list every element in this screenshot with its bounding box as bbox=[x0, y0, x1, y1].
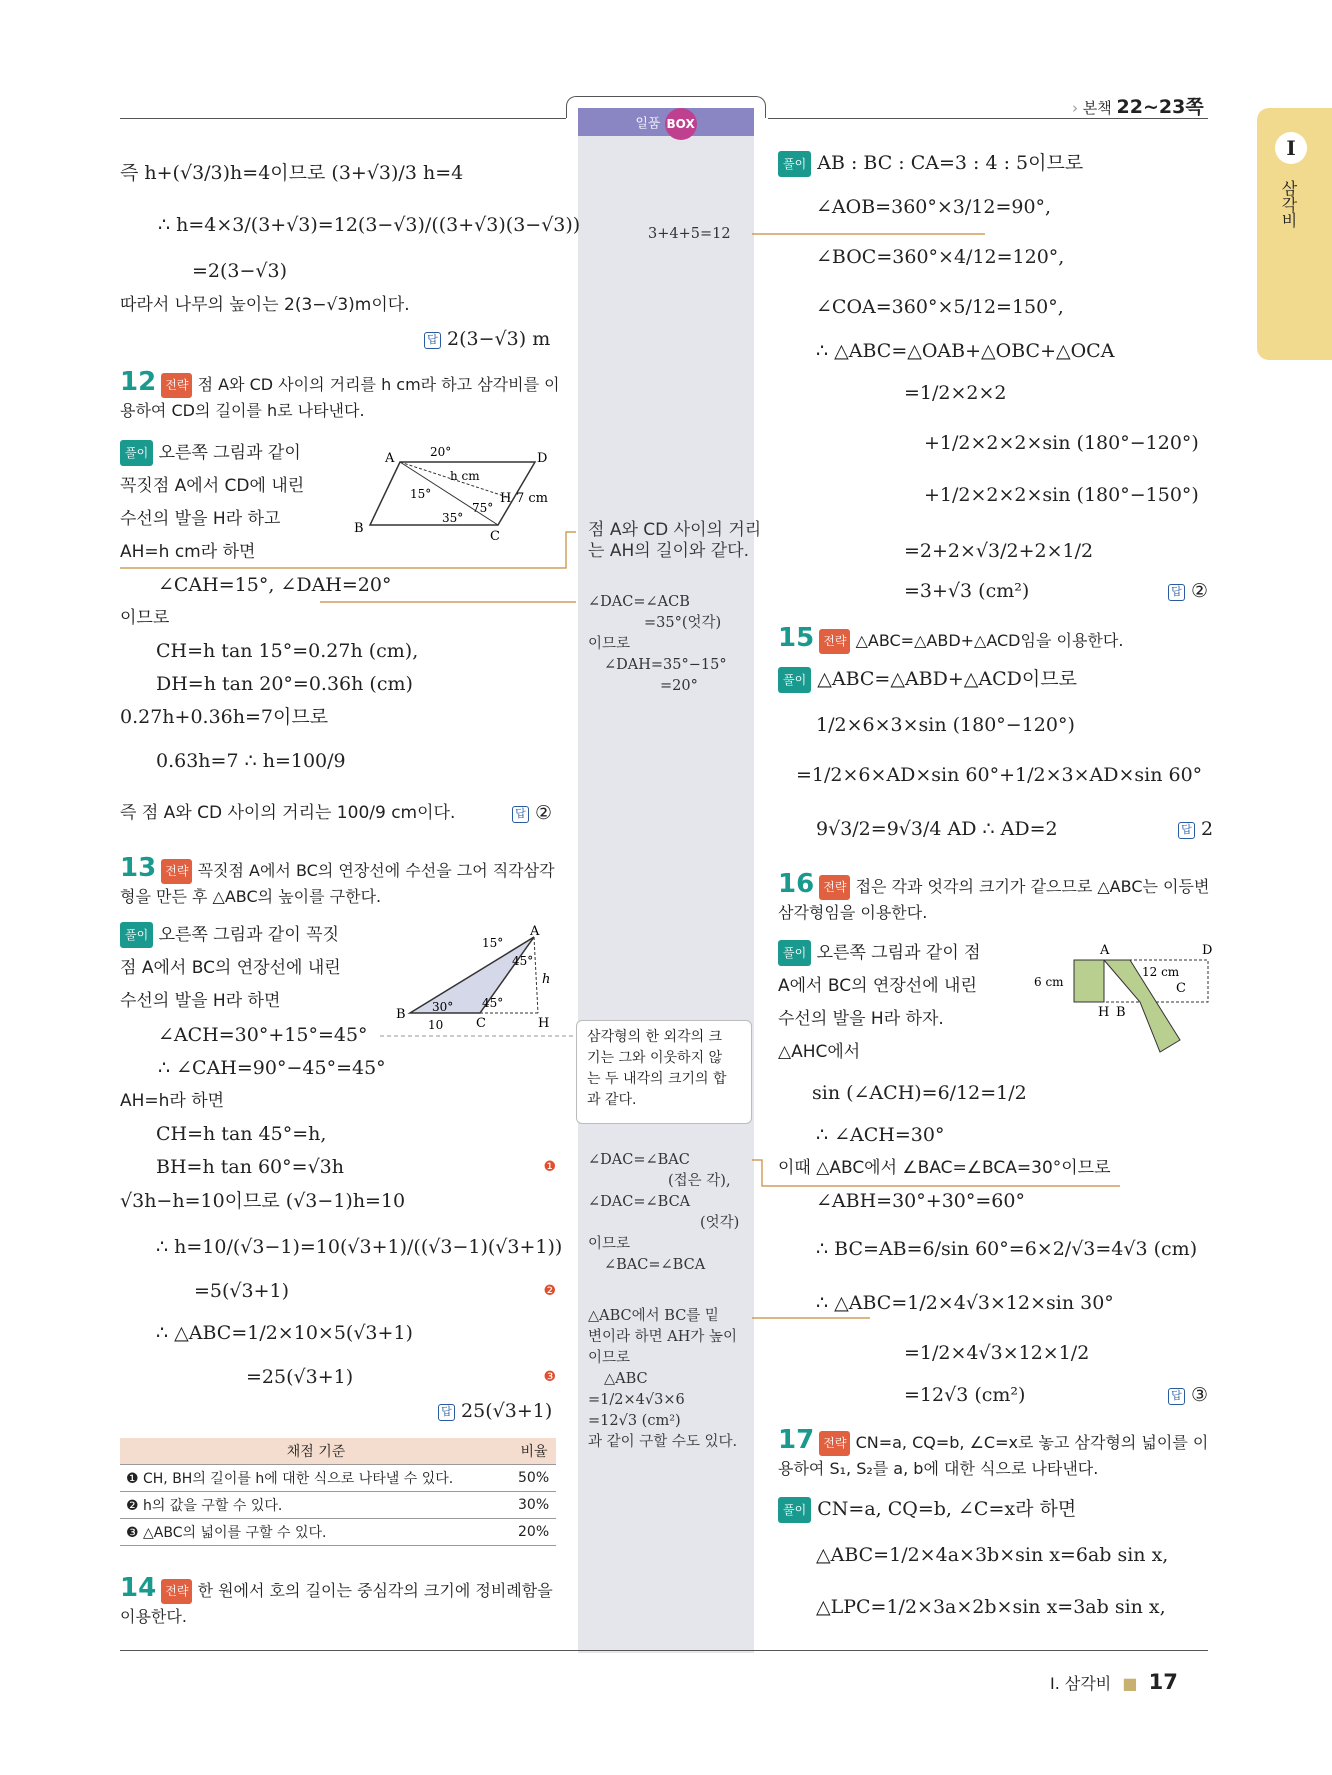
marker-3: ❸ bbox=[543, 1369, 556, 1385]
p16-line-5: sin (∠ACH)=6/12=1/2 bbox=[812, 1082, 1027, 1104]
answer-value: 25(√3+1) bbox=[461, 1400, 553, 1422]
p13-line-7: CH=h tan 45°=h, bbox=[156, 1123, 327, 1145]
p13-line-12: ∴ △ABC=1/2×10×5(√3+1) bbox=[156, 1322, 413, 1344]
right-line-5: ∴ △ABC=△OAB+△OBC+△OCA bbox=[816, 340, 1115, 362]
p12-line-10: 0.63h=7 ∴ h=100/9 bbox=[156, 750, 346, 772]
p16-s1: 오른쪽 그림과 같이 점 bbox=[816, 943, 981, 963]
label-hcm: h cm bbox=[450, 469, 480, 483]
p17-s1: CN=a, CQ=b, ∠C=x라 하면 bbox=[817, 1498, 1077, 1520]
ref-label: 본책 bbox=[1082, 99, 1112, 117]
p12-line-5: ∠CAH=15°, ∠DAH=20° bbox=[158, 574, 392, 596]
label-45-top: 45° bbox=[512, 954, 534, 968]
box-note-6a: △ABC에서 BC를 밑 bbox=[588, 1308, 719, 1324]
p12-line-4: AH=h cm라 하면 bbox=[120, 542, 256, 562]
p16-line-8: ∠ABH=30°+30°=60° bbox=[816, 1190, 1025, 1212]
strategy-text: CN=a, CQ=b, ∠C=x로 놓고 삼각형의 넓이를 이용하여 S₁, S₂를 a, b에 대한 식으로 나타낸다. bbox=[778, 1433, 1209, 1478]
box-note-4b: 기는 그와 이웃하지 않 bbox=[587, 1050, 723, 1066]
box-title-pre: 일품 bbox=[635, 116, 661, 132]
right-line-8: +1/2×2×2×sin (180°−150°) bbox=[924, 484, 1199, 506]
page-number: 17 bbox=[1148, 1670, 1178, 1694]
answer-icon: 답 bbox=[424, 332, 441, 349]
right-line-10: =3+√3 (cm²) bbox=[904, 580, 1030, 602]
footer-chapter: I. 삼각비 bbox=[1050, 1674, 1112, 1693]
box-note-6g: 과 같이 구할 수도 있다. bbox=[588, 1434, 738, 1450]
p15-line-3: =1/2×6×AD×sin 60°+1/2×3×AD×sin 60° bbox=[796, 764, 1203, 786]
box-note-4a: 삼각형의 한 외각의 크 bbox=[587, 1029, 723, 1045]
box-note-4d: 과 같다. bbox=[587, 1092, 637, 1108]
strategy-text: △ABC=△ABD+△ACD임을 이용한다. bbox=[855, 631, 1124, 650]
box-note-5d: (엇각) bbox=[700, 1215, 740, 1231]
p13-line-2: 점 A에서 BC의 연장선에 내린 bbox=[120, 958, 341, 978]
problem-number: 17 bbox=[778, 1425, 815, 1455]
answer-value: ② bbox=[1191, 580, 1209, 602]
footer bbox=[1050, 1670, 1178, 1694]
p17-line-3: △LPC=1/2×3a×2b×sin x=3ab sin x, bbox=[816, 1596, 1166, 1618]
ratio-cell: 30% bbox=[512, 1492, 556, 1519]
right-line-2: ∠AOB=360°×3/12=90°, bbox=[816, 196, 1052, 218]
label-6cm: 6 cm bbox=[1034, 975, 1064, 989]
label-15: 15° bbox=[482, 936, 504, 950]
box-note-5e: 이므로 bbox=[588, 1236, 631, 1252]
problem-number: 15 bbox=[778, 623, 815, 653]
problem-number: 14 bbox=[120, 1573, 157, 1603]
label-h: H bbox=[500, 491, 512, 506]
box-note-3c: 이므로 bbox=[588, 636, 631, 652]
p16-line-7: 이때 △ABC에서 ∠BAC=∠BCA=30°이므로 bbox=[778, 1158, 1111, 1178]
answer-value: ③ bbox=[1191, 1384, 1209, 1406]
criteria-cell: ❷ h의 값을 구할 수 있다. bbox=[120, 1492, 512, 1519]
label-d: D bbox=[537, 451, 548, 466]
chapter-title: 삼각비 bbox=[1279, 180, 1298, 228]
solution-tag: 풀이 bbox=[120, 440, 153, 466]
label-h: H bbox=[1098, 1005, 1110, 1020]
connector bbox=[120, 532, 576, 568]
strategy-tag: 전략 bbox=[161, 373, 192, 398]
ratio-cell: 20% bbox=[512, 1519, 556, 1546]
solution-tag: 풀이 bbox=[120, 922, 153, 948]
p16-line-1 bbox=[778, 940, 981, 966]
box-note-5f: ∠BAC=∠BCA bbox=[604, 1257, 706, 1273]
right-line-1 bbox=[778, 150, 1083, 177]
problem-number: 13 bbox=[120, 853, 157, 883]
p13-s13: =25(√3+1) bbox=[246, 1366, 354, 1388]
label-30: 30° bbox=[432, 1000, 454, 1014]
answer-value: 2(3−√3) m bbox=[447, 328, 551, 350]
left-line-2: ∴ h=4×3/(3+√3)=12(3−√3)/((3+√3)(3−√3)) bbox=[158, 214, 581, 236]
problem-17-heading bbox=[778, 1425, 1218, 1481]
label-a: A bbox=[530, 925, 540, 939]
answer-value: ② bbox=[535, 802, 553, 824]
solution-tag: 풀이 bbox=[778, 667, 811, 693]
strategy-text: 꼭짓점 A에서 BC의 연장선에 수선을 그어 직각삼각형을 만든 후 △ABC의 높이를 구한다. bbox=[120, 861, 555, 906]
p15-s1: △ABC=△ABD+△ACD이므로 bbox=[817, 668, 1077, 690]
p16-line-3: 수선의 발을 H라 하자. bbox=[778, 1009, 944, 1029]
label-7cm: 7 cm bbox=[516, 491, 549, 506]
problem-16-heading bbox=[778, 869, 1218, 925]
box-note-6d: △ABC bbox=[604, 1371, 648, 1387]
box-note-6e: =1/2×4√3×6 bbox=[588, 1392, 685, 1408]
box-note-5b: (접은 각), bbox=[668, 1173, 731, 1189]
problem-number: 16 bbox=[778, 869, 815, 899]
footer-rule bbox=[120, 1650, 1208, 1651]
p13-line-10: ∴ h=10/(√3−1)=10(√3+1)/((√3−1)(√3+1)) bbox=[156, 1236, 563, 1258]
p13-line-5: ∴ ∠CAH=90°−45°=45° bbox=[158, 1057, 386, 1079]
label-b: B bbox=[354, 521, 364, 536]
marker-2: ❷ bbox=[543, 1283, 556, 1299]
p16-line-11: =1/2×4√3×12×1/2 bbox=[904, 1342, 1090, 1364]
solution-tag: 풀이 bbox=[778, 1497, 811, 1523]
p15-answer bbox=[1178, 816, 1213, 842]
answer-value: 2 bbox=[1201, 818, 1214, 840]
label-20: 20° bbox=[430, 445, 452, 459]
chapter-num: I bbox=[1275, 132, 1307, 164]
label-c: C bbox=[1176, 981, 1186, 996]
p16-line-12: =12√3 (cm²) bbox=[904, 1384, 1026, 1406]
r1: AB : BC : CA=3 : 4 : 5이므로 bbox=[817, 152, 1084, 174]
p17-line-1 bbox=[778, 1496, 1076, 1523]
right-line-9: =2+2×√3/2+2×1/2 bbox=[904, 540, 1094, 562]
p13-s1: 오른쪽 그림과 같이 꼭짓 bbox=[158, 925, 340, 945]
label-35: 35° bbox=[442, 511, 464, 525]
label-15: 15° bbox=[410, 487, 432, 501]
p15-line-1 bbox=[778, 666, 1077, 693]
p12-line-2: 꼭짓점 A에서 CD에 내린 bbox=[120, 476, 305, 496]
p16-line-4: △AHC에서 bbox=[778, 1042, 861, 1062]
chevron-right-icon: › bbox=[1072, 99, 1078, 117]
bullet-icon: ■ bbox=[1122, 1674, 1138, 1693]
p17-line-2: △ABC=1/2×4a×3b×sin x=6ab sin x, bbox=[816, 1544, 1169, 1566]
p16-line-9: ∴ BC=AB=6/sin 60°=6×2/√3=4√3 (cm) bbox=[816, 1238, 1198, 1260]
right-line-4: ∠COA=360°×5/12=150°, bbox=[816, 296, 1064, 318]
p12-line-9: 0.27h+0.36h=7이므로 bbox=[120, 706, 329, 728]
label-b: B bbox=[396, 1007, 406, 1022]
strategy-text: 한 원에서 호의 길이는 중심각의 크기에 정비례함을 이용한다. bbox=[120, 1581, 553, 1626]
p16-line-2: A에서 BC의 연장선에 내린 bbox=[778, 976, 977, 996]
right-answer-1 bbox=[1168, 578, 1208, 604]
answer-icon: 답 bbox=[1178, 822, 1195, 839]
p13-line-3: 수선의 발을 H라 하면 bbox=[120, 991, 281, 1011]
p16-line-6: ∴ ∠ACH=30° bbox=[816, 1124, 945, 1146]
left-line-3: =2(3−√3) bbox=[192, 260, 288, 282]
p13-line-9: √3h−h=10이므로 (√3−1)h=10 bbox=[120, 1190, 406, 1212]
right-line-6: =1/2×2×2 bbox=[904, 382, 1007, 404]
problem-15-heading bbox=[778, 623, 1218, 654]
strategy-text: 접은 각과 엇각의 크기가 같으므로 △ABC는 이등변삼각형임을 이용한다. bbox=[778, 877, 1210, 922]
box-note-3a: ∠DAC=∠ACB bbox=[588, 594, 690, 610]
criteria-cell: ❸ △ABC의 넓이를 구할 수 있다. bbox=[120, 1519, 512, 1546]
strategy-tag: 전략 bbox=[161, 1579, 192, 1604]
label-b: B bbox=[1116, 1005, 1126, 1020]
box-note-6f: =12√3 (cm²) bbox=[588, 1413, 681, 1429]
p12-line-3: 수선의 발을 H라 하고 bbox=[120, 509, 281, 529]
box-note-5c: ∠DAC=∠BCA bbox=[588, 1194, 691, 1210]
label-10: 10 bbox=[428, 1018, 444, 1030]
figure-16-folded-paper bbox=[1030, 940, 1220, 1060]
label-d: D bbox=[1202, 943, 1213, 958]
problem-number: 12 bbox=[120, 367, 157, 397]
box-note-2a: 점 A와 CD 사이의 거리 bbox=[588, 520, 762, 540]
box-note-2b: 는 AH의 길이와 같다. bbox=[588, 541, 749, 561]
answer-icon: 답 bbox=[438, 1404, 455, 1421]
label-75: 75° bbox=[472, 501, 494, 515]
p12-line-8: DH=h tan 20°=0.36h (cm) bbox=[156, 673, 413, 695]
p12-s1: 오른쪽 그림과 같이 bbox=[158, 443, 301, 463]
p15-line-4: 9√3/2=9√3/4 AD ∴ AD=2 bbox=[816, 818, 1058, 840]
box-note-6c: 이므로 bbox=[588, 1350, 631, 1366]
left-line-4: 따라서 나무의 높이는 2(3−√3)m이다. bbox=[120, 295, 410, 315]
box-note-1: 3+4+5=12 bbox=[648, 226, 731, 242]
p12-line-6: 이므로 bbox=[120, 608, 170, 628]
strategy-tag: 전략 bbox=[819, 1431, 850, 1456]
label-h: H bbox=[538, 1016, 550, 1030]
answer-icon: 답 bbox=[512, 806, 529, 823]
answer-icon: 답 bbox=[1168, 584, 1185, 601]
p12-line-11: 즉 점 A와 CD 사이의 거리는 100/9 cm이다. bbox=[120, 803, 456, 823]
box-note-3d: ∠DAH=35°−15° bbox=[604, 657, 727, 673]
p13-line-6: AH=h라 하면 bbox=[120, 1091, 225, 1111]
criteria-header: 채점 기준 bbox=[120, 1438, 512, 1465]
label-h-side: h bbox=[542, 972, 551, 987]
label-a: A bbox=[385, 451, 395, 466]
strategy-tag: 전략 bbox=[819, 875, 850, 900]
right-line-3: ∠BOC=360°×4/12=120°, bbox=[816, 246, 1065, 268]
label-c: C bbox=[476, 1016, 486, 1030]
label-45-bottom: 45° bbox=[482, 996, 504, 1010]
left-line-1: 즉 h+(√3/3)h=4이므로 (3+√3)/3 h=4 bbox=[120, 162, 464, 184]
box-note-6b: 변이라 하면 AH가 높이 bbox=[588, 1329, 737, 1345]
strategy-text: 점 A와 CD 사이의 거리를 h cm라 하고 삼각비를 이용하여 CD의 길이를 h로 나타낸다. bbox=[120, 375, 560, 420]
solution-tag: 풀이 bbox=[778, 940, 811, 966]
box-note-5a: ∠DAC=∠BAC bbox=[588, 1152, 690, 1168]
p12-line-7: CH=h tan 15°=0.27h (cm), bbox=[156, 640, 419, 662]
folded-part bbox=[1074, 960, 1104, 1002]
box-badge: BOX bbox=[665, 108, 697, 140]
box-note-4c: 는 두 내각의 크기의 합 bbox=[587, 1071, 727, 1087]
answer-icon: 답 bbox=[1168, 1388, 1185, 1405]
right-line-7: +1/2×2×2×sin (180°−120°) bbox=[924, 432, 1199, 454]
p13-s8: BH=h tan 60°=√3h bbox=[156, 1156, 344, 1178]
criteria-cell: ❶ CH, BH의 길이를 h에 대한 식으로 나타낼 수 있다. bbox=[120, 1465, 512, 1492]
label-12cm: 12 cm bbox=[1142, 965, 1180, 979]
solution-tag: 풀이 bbox=[778, 151, 811, 177]
ref-pages: 22~23쪽 bbox=[1116, 96, 1204, 118]
ratio-cell: 50% bbox=[512, 1465, 556, 1492]
strategy-tag: 전략 bbox=[161, 859, 192, 884]
box-note-3b: =35°(엇각) bbox=[644, 615, 722, 631]
ratio-header: 비율 bbox=[512, 1438, 556, 1465]
label-a: A bbox=[1100, 943, 1110, 958]
p15-line-2: 1/2×6×3×sin (180°−120°) bbox=[816, 714, 1075, 736]
strategy-tag: 전략 bbox=[819, 629, 850, 654]
box-note-3e: =20° bbox=[660, 678, 698, 694]
p16-line-10: ∴ △ABC=1/2×4√3×12×sin 30° bbox=[816, 1292, 1114, 1314]
p13-line-4: ∠ACH=30°+15°=45° bbox=[158, 1024, 368, 1046]
label-c: C bbox=[490, 529, 500, 540]
p16-answer bbox=[1168, 1382, 1208, 1408]
p13-s11: =5(√3+1) bbox=[194, 1280, 290, 1302]
marker-1: ❶ bbox=[543, 1159, 556, 1175]
